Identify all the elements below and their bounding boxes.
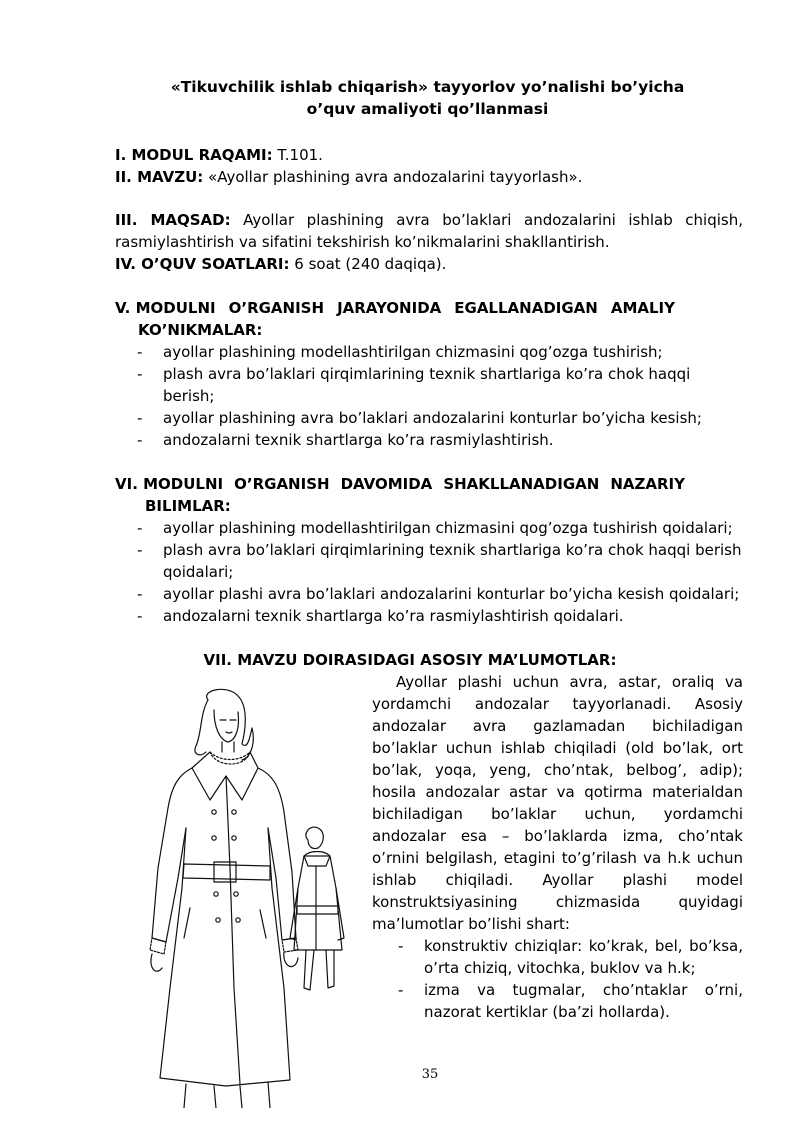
modul-value: T.101. (272, 146, 323, 164)
soatlar-value: 6 soat (240 daqiqa). (289, 255, 447, 273)
soatlar-label: IV. O’QUV SOATLARI: (115, 255, 290, 273)
modul-line (115, 144, 743, 166)
section-6-word: SHAKLLANADIGAN (443, 475, 600, 493)
list-item: - ayollar plashining modellashtirilgan chizmasini qog’ozga tushirish qoidalari; (137, 519, 733, 537)
list-item: - ayollar plashining avra bo’laklari andozalarini konturlar bo’yicha kesish; (137, 409, 702, 427)
maqsad-paragraph (115, 209, 743, 253)
section-5-word: JARAYONIDA (337, 299, 442, 317)
title-line-2: o’quv amaliyoti qo’llanmasi (306, 100, 549, 118)
list-item: - plash avra bo’laklari qirqimlarining texnik shartlariga ko’ra chok haqqi berish qoidalari; (137, 541, 742, 581)
page-number: 35 (421, 1067, 439, 1082)
section-5-heading (115, 297, 675, 341)
maqsad-value: Ayollar plashining avra bo’laklari andozalarini ishlab chiqish, rasmiylashtirish va sifatini tekshirish ko’nikmalarini shakllantirish. (115, 211, 743, 251)
section-7-paragraph: Ayollar plashi uchun avra, astar, oraliq va yordamchi andozalar tayyorlanadi. Asosiy andozalar avra gazlamadan bichiladigan bo’laklar uchun ishlab chiqiladi (old bo’lak, ort bo’lak, yoqa, yeng, cho’ntak, belbog’, adip); hosila andozalar astar va qotirma materialdan bichiladigan bo’laklar uchun, yordamchi andozalar esa – bo’laklarda izma, cho’ntak o’rnini belgilash, etagini to’g’rilash va h.k uchun ishlab chiqiladi. Ayollar plashi model konstruktsiyasining chizmasida quyidagi ma’lumotlar bo’lishi shart: (372, 673, 743, 933)
title-line-1: «Tikuvchilik ishlab chiqarish» tayyorlov yo’nalishi bo’yicha (170, 78, 685, 96)
modul-label: I. MODUL RAQAMI: (115, 146, 273, 164)
list-item: - izma va tugmalar, cho’ntaklar o’rni, nazorat kertiklar (ba’zi hollarda). (398, 981, 743, 1021)
section-5-word: O’RGANISH (228, 299, 325, 317)
section-6-heading-line-2: BILIMLAR: (145, 497, 231, 515)
soatlar-line (115, 253, 743, 275)
section-7-text (372, 671, 743, 1023)
list-item: - andozalarni texnik shartlarga ko’ra rasmiylashtirish qoidalari. (137, 607, 624, 625)
section-7-list (372, 935, 743, 1023)
section-5-word: V. MODULNI (115, 299, 216, 317)
section-6-list (115, 517, 745, 627)
coat-illustration (130, 688, 362, 1108)
section-6-word: O’RGANISH (234, 475, 330, 493)
section-6-word: VI. MODULNI (115, 475, 224, 493)
list-item: - plash avra bo’laklari qirqimlarining texnik shartlariga ko’ra chok haqqi berish; (137, 365, 691, 405)
section-5-word: AMALIY (610, 299, 675, 317)
list-item: - andozalarni texnik shartlarga ko’ra rasmiylashtirish. (137, 431, 554, 449)
section-5-list (115, 341, 745, 451)
list-item: - konstruktiv chiziqlar: ko’krak, bel, bo’ksa, o’rta chiziq, vitochka, buklov va h.k; (398, 937, 743, 977)
list-item: - ayollar plashining modellashtirilgan chizmasini qog’ozga tushirish; (137, 343, 663, 361)
section-6-heading (115, 473, 685, 517)
section-5-heading-line-2: KO’NIKMALAR: (138, 321, 263, 339)
maqsad-label: III. MAQSAD: (115, 211, 231, 229)
section-6-word: DAVOMIDA (340, 475, 433, 493)
list-item: - ayollar plashi avra bo’laklari andozalarini konturlar bo’yicha kesish qoidalari; (137, 585, 740, 603)
section-6-word: NAZARIY (610, 475, 685, 493)
section-5-word: EGALLANADIGAN (454, 299, 598, 317)
document-title (100, 76, 755, 120)
mavzu-label: II. MAVZU: (115, 168, 204, 186)
section-7-heading: VII. MAVZU DOIRASIDAGI ASOSIY MA’LUMOTLAR: (203, 651, 617, 669)
mavzu-line (115, 166, 743, 188)
mavzu-value: «Ayollar plashining avra andozalarini tayyorlash». (203, 168, 583, 186)
